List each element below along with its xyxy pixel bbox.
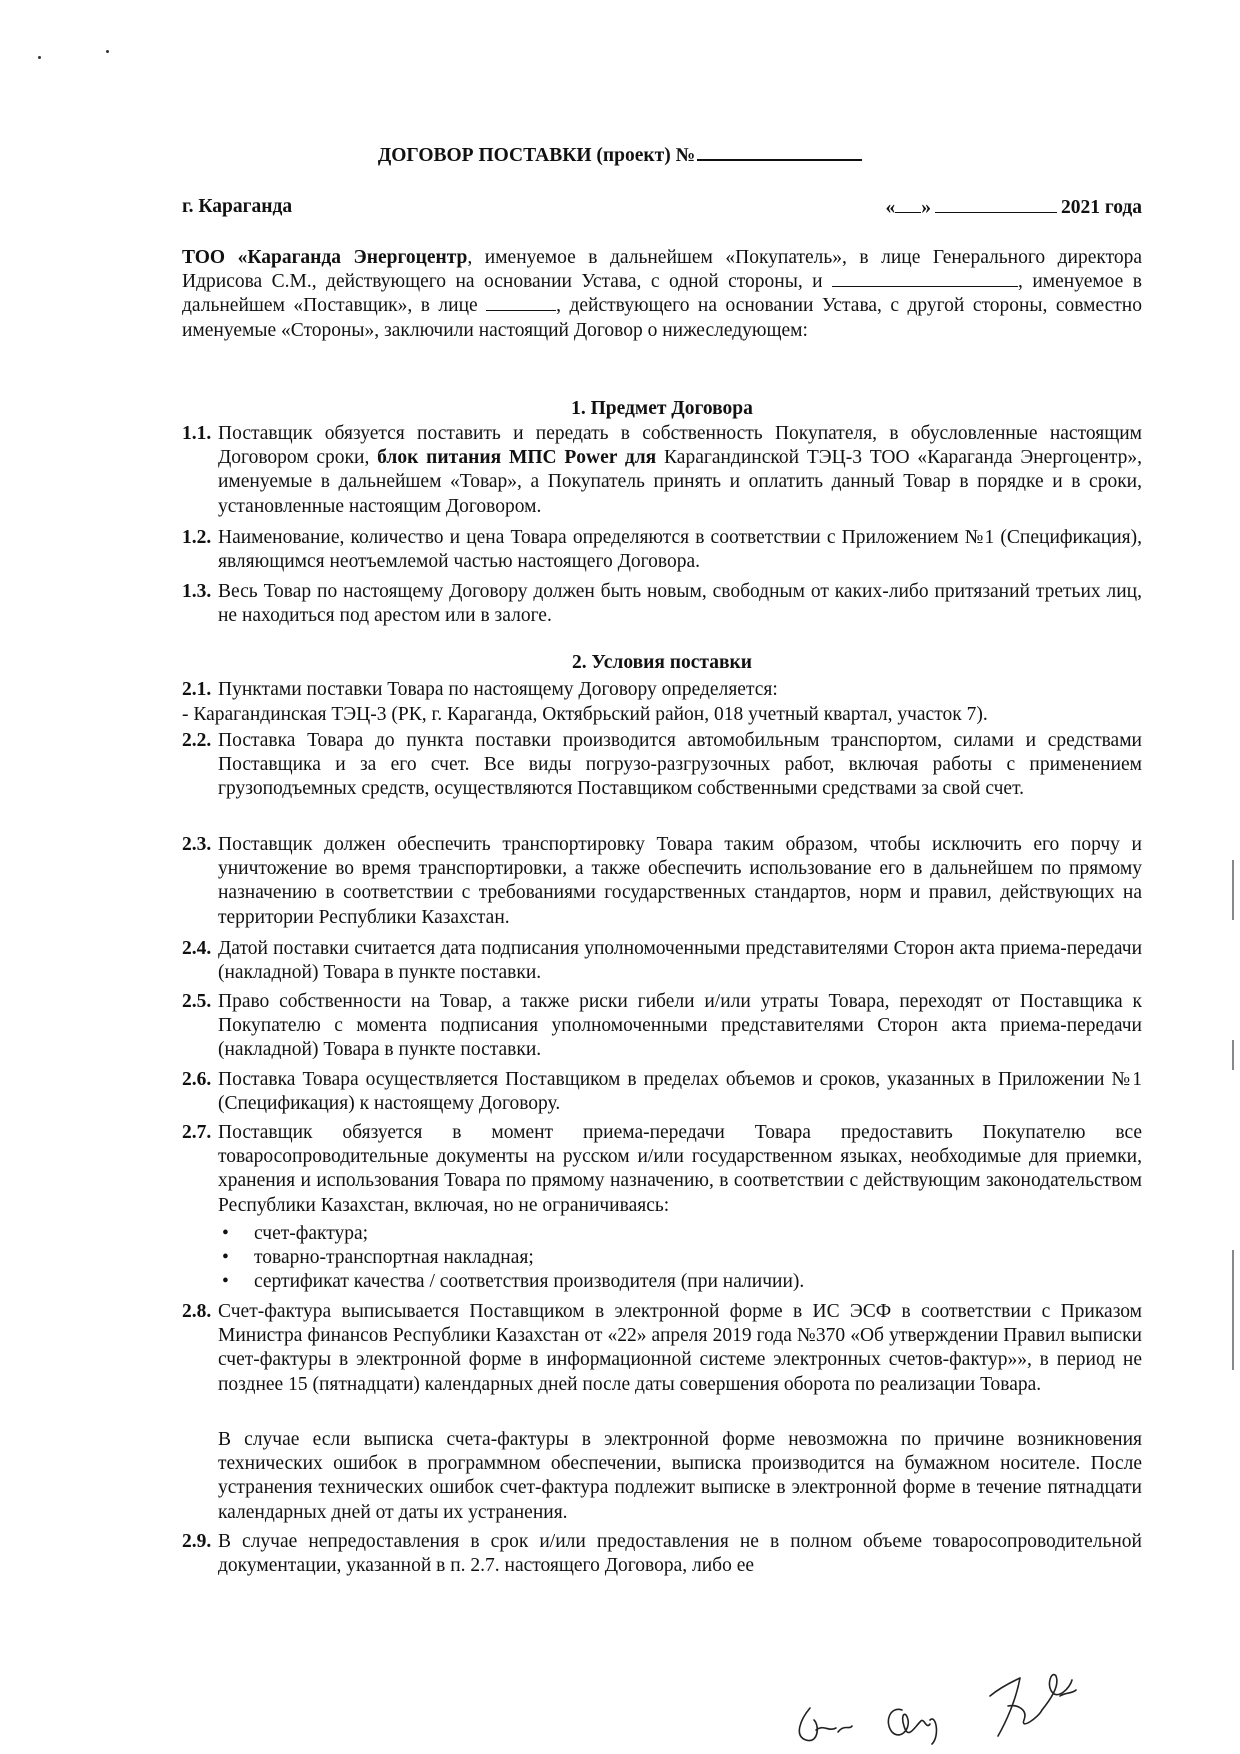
buyer-company: ТОО «Караганда Энергоцентр [182, 247, 468, 268]
date-year: 2021 года [1060, 197, 1142, 218]
handwritten-signatures [780, 1640, 1160, 1750]
preamble [182, 246, 1142, 343]
clause-number: 1.2. [182, 527, 212, 548]
preamble-part-3: , действующего на основании Устава, с другой стороны, совместно именуемые «Стороны», заключили настоящий Договор о нижеследующем: [182, 295, 1142, 341]
clause-text: Счет-фактура выписывается Поставщиком в электронной форме в ИС ЭСФ в соответствии с Приказом Министра финансов Республики Казахстан от «22» апреля 2019 года №370 «Об утверждении Правил выписки счет-фактуры в электронной форме в информационной системе электронных счетов-фактур»», в период не позднее 15 (пятнадцати) календарных дней после даты совершения оборота по реализации Товара. [218, 1301, 1142, 1395]
scan-edge-mark [1232, 1040, 1234, 1070]
contract-number-blank [697, 143, 862, 161]
clause-number: 2.2. [182, 730, 212, 751]
contract-date [885, 196, 1142, 219]
clause-text: Пунктами поставки Товара по настоящему Договору определяется: [218, 679, 778, 700]
list-item: • счет-фактура; [218, 1222, 1118, 1246]
scan-edge-mark [1232, 860, 1234, 920]
supplier-name-blank [832, 270, 1018, 287]
preamble-part-2: , именуемое в дальнейшем «Поставщик», в лице [182, 271, 1142, 317]
clause-text: Поставщик должен обеспечить транспортировку Товара таким образом, чтобы исключить его порчу и уничтожение во время транспортировки, а также обеспечить использование его в дальнейшем по прямому назначению в соответствии с требованиями государственных стандартов, норм и правил, действующих на территории Республики Казахстан. [218, 834, 1142, 928]
clause-text: Датой поставки считается дата подписания уполномоченными представителями Сторон акта приема-передачи (накладной) Товара в пункте поставки. [218, 938, 1142, 984]
date-close-quote: » [921, 197, 931, 218]
section-2-heading: 2. Условия поставки [572, 652, 752, 673]
clause-number: 2.1. [182, 679, 212, 700]
document-list [218, 1222, 1118, 1295]
clause-text: Наименование, количество и цена Товара определяются в соответствии с Приложением №1 (Спецификация), являющимся неотъемлемой частью настоящего Договора. [218, 527, 1142, 573]
clause-number: 2.8. [182, 1301, 212, 1322]
clause-2-4 [182, 937, 1142, 985]
clause-2-1 [182, 678, 1142, 702]
product-name: блок питания МПС Power для [377, 447, 657, 469]
scan-speck [38, 56, 41, 59]
clause-2-8-paragraph: В случае если выписка счета-фактуры в электронной форме невозможна по причине возникновения технических ошибок в программном обеспечении, выписка производится на бумажном носителе. После устранения технических ошибок счет-фактура подлежит выписке в электронной форме в течение пятнадцати календарных дней от даты их устранения. [218, 1429, 1142, 1523]
clause-text: Поставщик обязуется поставить и передать в собственность Покупателя, в обусловленные настоящим Договором сроки, [218, 423, 1142, 469]
clause-number: 2.5. [182, 991, 212, 1012]
clause-text: В случае непредоставления в срок и/или предоставления не в полном объеме товаросопроводительной документации, указанной в п. 2.7. настоящего Договора, либо ее [218, 1531, 1142, 1577]
clause-number: 2.6. [182, 1069, 212, 1090]
clause-number: 1.1. [182, 423, 212, 444]
title-text: ДОГОВОР ПОСТАВКИ (проект) № [377, 145, 696, 166]
city: г. Караганда [182, 196, 293, 217]
clause-text-end: Карагандинской ТЭЦ-3 ТОО «Караганда Энергоцентр», именуемые в дальнейшем «Товар», а Покупатель принять и оплатить данный Товар в порядке и в сроки, установленные настоящим Договором. [218, 447, 1142, 517]
clause-number: 2.9. [182, 1531, 212, 1552]
clause-number: 2.4. [182, 938, 212, 959]
clause-2-7 [182, 1121, 1142, 1218]
list-item: • товарно-транспортная накладная; [218, 1246, 1118, 1270]
clause-text: Право собственности на Товар, а также риски гибели и/или утраты Товара, переходят от Поставщика к Покупателю с момента подписания уполномоченными представителями Сторон акта приема-передачи (накладной) Товара в пункте поставки. [218, 991, 1142, 1061]
clause-2-8 [182, 1300, 1142, 1397]
clause-1-1 [182, 422, 1142, 519]
clause-text: Весь Товар по настоящему Договору должен быть новым, свободным от каких-либо притязаний третьих лиц, не находиться под арестом или в залоге. [218, 581, 1142, 627]
clause-1-2 [182, 526, 1142, 574]
preamble-part-1: , именуемое в дальнейшем «Покупатель», в лице Генерального директора Идрисова С.М., действующего на основании Устава, с одной стороны, и [182, 247, 1142, 293]
clause-1-3 [182, 580, 1142, 628]
clause-text: Поставка Товара осуществляется Поставщиком в пределах объемов и сроков, указанных в Приложении №1 (Спецификация) к настоящему Договору. [218, 1069, 1142, 1115]
clause-2-5 [182, 990, 1142, 1063]
scan-edge-mark [1232, 1250, 1234, 1370]
clause-2-6 [182, 1068, 1142, 1116]
clause-text: Поставщик обязуется в момент приема-передачи Товара предоставить Покупателю все товаросопроводительные документы на русском и/или государственном языках, необходимые для приемки, хранения и использования Товара по прямому назначению, в соответствии с действующим законодательством Республики Казахстан, включая, но не ограничиваясь: [218, 1122, 1142, 1216]
clause-2-9 [182, 1530, 1142, 1578]
clause-number: 2.3. [182, 834, 212, 855]
signature-2 [888, 1709, 936, 1744]
clause-number: 1.3. [182, 581, 212, 602]
scan-speck [106, 50, 109, 53]
section-1-heading: 1. Предмет Договора [571, 398, 753, 419]
supplier-representative-blank [486, 294, 556, 311]
document-title [0, 143, 1240, 167]
signature-1 [799, 1708, 852, 1741]
date-open-quote: « [885, 197, 896, 218]
day-blank [895, 196, 921, 213]
clause-2-2 [182, 729, 1142, 802]
list-item: • сертификат качества / соответствия производителя (при наличии). [218, 1270, 1118, 1294]
month-blank [935, 196, 1057, 213]
clause-number: 2.7. [182, 1122, 212, 1143]
clause-text: Поставка Товара до пункта поставки производится автомобильным транспортом, силами и средствами Поставщика и за его счет. Все виды погрузо-разгрузочных работ, включая работы с применением грузоподъемных средств, осуществляются Поставщиком собственными средствами за свой счет. [218, 730, 1142, 800]
signature-3 [990, 1675, 1076, 1736]
clause-2-3 [182, 833, 1142, 930]
delivery-point: - Карагандинская ТЭЦ-3 (РК, г. Караганда, Октябрьский район, 018 учетный квартал, участок 7). [182, 704, 988, 725]
